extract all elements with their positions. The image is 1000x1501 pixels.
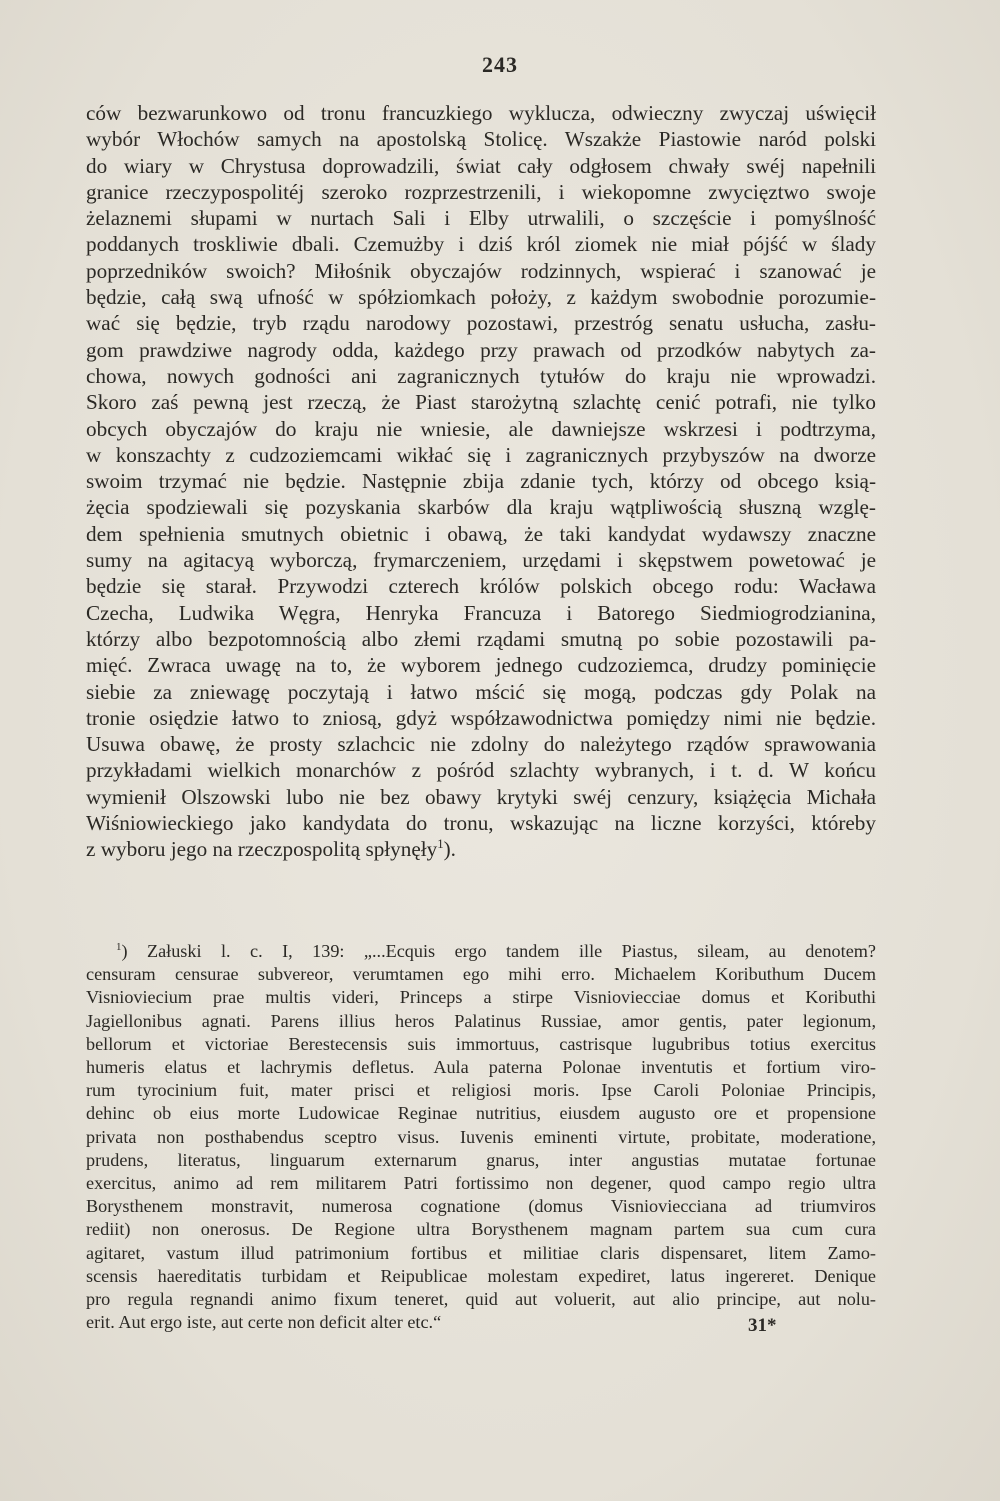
text-line-content: wybór Włochów samych na apostolską Stolicę. Wszakże Piastowie naród polski [86, 127, 876, 152]
footnote-line [86, 1195, 876, 1218]
text-line-content: sumy na agitacyą wyborczą, frymarczeniem, urzędami i skępstwem powetować je [86, 548, 876, 573]
footnote-line-content: erit. Aut ergo iste, aut certe non deficit alter etc.“ [86, 1312, 442, 1333]
footnote-line [86, 1172, 876, 1195]
text-line-content: przykładami wielkich monarchów z pośród szlachty wybranych, i t. d. W końcu [86, 758, 876, 783]
text-line [86, 205, 876, 231]
footnote-line-content: Jagiellonibus agnati. Parens illius heros Palatinus Russiae, amor gentis, pater legionum, [86, 1010, 876, 1031]
text-line [86, 153, 876, 179]
text-line-content: żęcia spodziewali się pozyskania skarbów dla kraju wątpliwością słuszną wzglę- [86, 495, 876, 520]
footnote-line-content: pro regula regnandi animo fixum teneret, quid aut voluerit, aut alio principe, aut nolu- [86, 1289, 876, 1310]
footnote-line-content: Borysthenem monstravit, numerosa cognatione (domus Visnioviecciana ad triumviros [86, 1196, 876, 1217]
text-line [86, 100, 876, 126]
footnote-line-content: rediit) non onerosus. De Regione ultra Borysthenem magnam partem sua cum cura [86, 1219, 876, 1240]
text-line [86, 784, 876, 810]
text-line-content: Wiśniowieckiego jako kandydata do tronu, wskazując na liczne korzyści, któreby [86, 811, 876, 836]
text-line [86, 494, 876, 520]
text-line [86, 468, 876, 494]
text-line [86, 389, 876, 415]
footnote-line-content: agitaret, vastum illud patrimonium fortibus et militiae claris dispensaret, litem Zamo- [86, 1242, 876, 1263]
text-line [86, 679, 876, 705]
text-line-content: którzy albo bezpotomnością albo złemi rządami smutną po sobie pozostawili pa- [86, 626, 876, 651]
text-line-content: obcych obyczajów do kraju nie wniesie, ale dawniejsze wskrzesi i podtrzyma, [86, 416, 876, 441]
text-line-content: z wyboru jego na rzeczpospolitą spłynęły [86, 837, 438, 862]
text-line-content: chowa, nowych godności ani zagranicznych tytułów do kraju nie wprowadzi. [86, 363, 876, 388]
text-line-content: siebie za zniewagę poczytają i łatwo mścić się mogą, podczas gdy Polak na [86, 679, 876, 704]
footnote-line [86, 1149, 876, 1172]
footnote-line [86, 1265, 876, 1288]
text-line-content: w konszachty z cudzoziemcami wikłać się i zagranicznych przybyszów na dworze [86, 442, 876, 467]
signature-mark: 31* [748, 1315, 777, 1336]
footnote-line [86, 940, 876, 963]
text-line-content: Skoro zaś pewną jest rzeczą, że Piast starożytną szlachtę cenić potrafi, nie tylko [86, 390, 876, 415]
footnote-line [86, 1056, 876, 1079]
text-line [86, 337, 876, 363]
text-line [86, 442, 876, 468]
footnote-line [86, 1079, 876, 1102]
text-line [86, 810, 876, 836]
text-line-content: mięć. Zwraca uwagę na to, że wyborem jednego cudzoziemca, drudzy pominięcie [86, 653, 876, 678]
text-line [86, 626, 876, 652]
text-line [86, 547, 876, 573]
text-line [86, 757, 876, 783]
text-line [86, 126, 876, 152]
text-line-tail: ). [443, 837, 456, 862]
footnote-line [86, 1102, 876, 1125]
main-text [86, 100, 876, 863]
footnote-line-content: prudens, literatus, linguarum externarum gnarus, inter angustias mutatae fortunae [86, 1149, 876, 1170]
text-line-content: Czecha, Ludwika Węgra, Henryka Francuza i Batorego Siedmiogrodzianina, [86, 600, 876, 625]
footnote-line [86, 1242, 876, 1265]
text-line [86, 652, 876, 678]
text-line-content: Usuwa obawę, że prosty szlachcic nie zdolny do należytego rządów sprawowania [86, 732, 876, 757]
text-line [86, 836, 876, 862]
text-line [86, 258, 876, 284]
footnote [86, 940, 876, 1334]
text-line-content: wać się będzie, tryb rządu narodowy pozostawi, przestróg senatu usłucha, zasłu- [86, 311, 876, 336]
footnote-line [86, 963, 876, 986]
text-line [86, 310, 876, 336]
footnote-line [86, 1288, 876, 1311]
text-line [86, 284, 876, 310]
footnote-line-content: dehinc ob eius morte Ludowicae Reginae nutritius, eiusdem augusto ore et propensione [86, 1103, 876, 1124]
text-line [86, 231, 876, 257]
text-line-content: będzie się starał. Przywodzi czterech królów polskich obcego rodu: Wacława [86, 574, 876, 599]
text-line-content: tronie osiędzie łatwo to zniosą, gdyż współzawodnictwa pomiędzy nimi nie będzie. [86, 705, 876, 730]
footnote-line-content: Visnioviecium prae multis videri, Princeps a stirpe Visnioviecciae domus et Koributhi [86, 987, 876, 1008]
footnote-line-content: rum tyrocinium fuit, mater prisci et religiosi moris. Ipse Caroli Poloniae Principis, [86, 1080, 876, 1101]
text-line [86, 363, 876, 389]
text-line-content: gom prawdziwe nagrody odda, każdego przy prawach od przodków nabytych za- [86, 337, 876, 362]
footnote-line-content: ) Załuski l. c. I, 139: „...Ecquis ergo tandem ille Piastus, sileam, au denotem? [121, 941, 876, 961]
footnote-line [86, 1010, 876, 1033]
text-line-content: ców bezwarunkowo od tronu francuzkiego wyklucza, odwieczny zwyczaj uświęcił [86, 101, 876, 125]
footnote-ref: 1 [437, 837, 444, 852]
text-line-content: dem spełnienia smutnych obietnic i obawą, że taki kandydat wydawszy znaczne [86, 521, 876, 546]
text-line [86, 573, 876, 599]
footnote-line [86, 1126, 876, 1149]
text-line [86, 705, 876, 731]
text-line-content: będzie, całą swą ufność w spółziomkach położy, z każdym swobodnie porozumie- [86, 285, 876, 310]
text-line-content: wymienił Olszowski lubo nie bez obawy krytyki swéj cenzury, książęcia Michała [86, 784, 876, 809]
text-line-content: poddanych troskliwie dbali. Czemużby i dziś król ziomek nie miał pójść w ślady [86, 232, 876, 257]
page-number: 243 [482, 52, 518, 77]
text-line [86, 179, 876, 205]
text-line-content: swoim trzymać nie będzie. Następnie zbija zdanie tych, którzy od obcego ksią- [86, 469, 876, 494]
footnote-line-content: censuram censurae subvereor, verumtamen ego mihi erro. Michaelem Koributhum Ducem [86, 964, 876, 985]
text-line-content: żelaznemi słupami w nurtach Sali i Elby utrwalili, o szczęście i pomyślność [86, 206, 876, 231]
text-line-content: granice rzeczypospolitéj szeroko rozprzestrzenili, i wiekopomne zwycięztwo swoje [86, 179, 876, 204]
footnote-line-content: humeris elatus et lachrymis defletus. Aula paterna Polonae inventutis et fortium viro- [86, 1057, 876, 1078]
footnote-line [86, 1218, 876, 1241]
text-line [86, 731, 876, 757]
text-line [86, 416, 876, 442]
text-line [86, 521, 876, 547]
text-line-content: poprzedników swoich? Miłośnik obyczajów rodzinnych, wspierać i szanować je [86, 258, 876, 283]
text-line [86, 600, 876, 626]
text-line-content: do wiary w Chrystusa doprowadzili, świat cały odgłosem chwały swéj napełnili [86, 153, 876, 178]
footnote-line-content: scensis haereditatis turbidam et Reipublicae molestam expediret, latus ingereret. Denique [86, 1265, 876, 1286]
footnote-line-content: exercitus, animo ad rem militarem Patri fortissimo non degener, quod campo regio ultra [86, 1173, 876, 1194]
footnote-line [86, 1033, 876, 1056]
footnote-marker: 1 [116, 940, 122, 953]
footnote-line-content: privata non posthabendus sceptro visus. Iuvenis eminenti virtute, probitate, moderatione, [86, 1126, 876, 1147]
footnote-line-content: bellorum et victoriae Berestecensis suis immortuus, castrisque lugubribus totius exercitus [86, 1033, 876, 1054]
footnote-line [86, 986, 876, 1009]
